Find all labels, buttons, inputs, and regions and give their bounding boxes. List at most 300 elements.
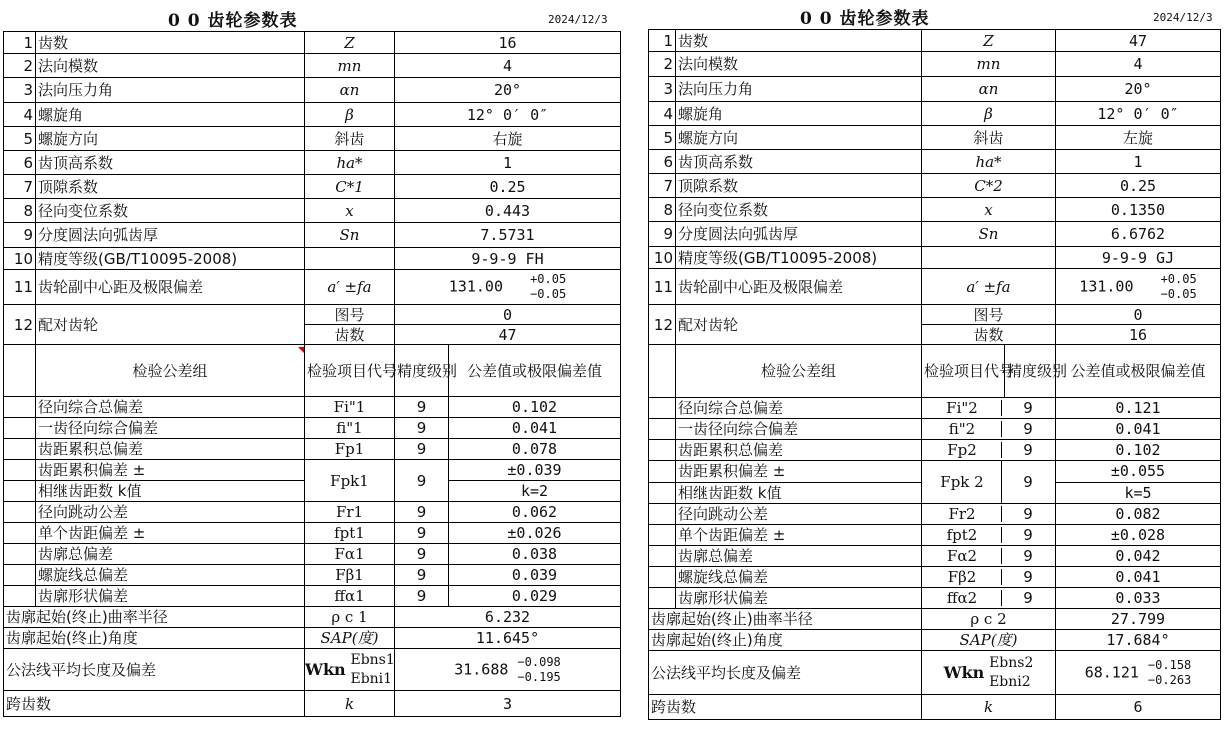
tolerance-row: [4, 523, 621, 544]
gear-sheet-left: [3, 0, 620, 717]
blank-cell: [649, 588, 676, 609]
param-value: 16: [395, 32, 621, 54]
blank-cell: [4, 565, 36, 586]
tolerance-row: [4, 565, 621, 586]
header-code: 检验项目代号: [305, 345, 395, 397]
sheet-header: [3, 0, 620, 31]
param-symbol: ha*: [305, 151, 395, 175]
item-value: ±0.028: [1056, 525, 1221, 546]
item-value: k=2: [449, 481, 621, 502]
item-code-cell: [922, 567, 1056, 588]
teeth-value: 16: [1056, 325, 1221, 345]
item-name: 齿廓起始(终止)曲率半径: [4, 607, 305, 628]
row-number: 4: [649, 102, 676, 126]
item-code: Fr1: [305, 502, 395, 523]
item-value: 0.041: [1056, 567, 1221, 588]
param-symbol: αn: [922, 77, 1056, 102]
row-number: 2: [4, 54, 36, 78]
item-code-cell: [922, 546, 1056, 567]
header-grade: 精度级别: [1007, 362, 1068, 380]
item-grade: 9: [395, 565, 449, 586]
blank-cell: [649, 461, 676, 483]
lower-deviation: −0.05: [1160, 286, 1197, 301]
param-row: [4, 127, 621, 151]
blank-cell: [4, 502, 36, 523]
drawing-number-label: 图号: [305, 305, 395, 325]
param-name: 齿轮副中心距及极限偏差: [676, 269, 922, 305]
item-value: 0.029: [449, 586, 621, 607]
item-code: SAP(度): [922, 630, 1056, 651]
item-grade: 9: [1023, 568, 1033, 586]
item-value: [395, 649, 621, 691]
item-name: 跨齿数: [4, 691, 305, 717]
tolerance-box: [517, 655, 560, 685]
base-tangent-row: [649, 651, 1221, 695]
item-grade: 9: [1023, 441, 1033, 459]
blank-cell: [4, 523, 36, 544]
param-row: [649, 174, 1221, 198]
tolerance-row: [649, 461, 1221, 483]
item-code: fpt1: [305, 523, 395, 544]
upper-deviation: −0.098: [517, 654, 561, 669]
tolerance-row: [649, 525, 1221, 546]
item-code-cell: [922, 419, 1056, 440]
param-symbol: [922, 247, 1056, 269]
span-row: [4, 691, 621, 717]
item-grade: 9: [395, 544, 449, 565]
item-code: ρ c 2: [922, 609, 1056, 630]
item-value: ±0.039: [449, 460, 621, 481]
param-symbol: C*2: [922, 174, 1056, 198]
item-name: 径向综合总偏差: [676, 398, 922, 419]
item-code: Fα1: [305, 544, 395, 565]
param-row: [4, 54, 621, 78]
param-name: 螺旋方向: [676, 126, 922, 150]
header-split: [922, 345, 1068, 397]
tolerance-row: [4, 586, 621, 607]
item-code: Fi"1: [305, 397, 395, 418]
item-grade: 9: [1023, 420, 1033, 438]
blank-cell: [649, 440, 676, 461]
param-symbol: Sn: [305, 223, 395, 248]
item-value: 3: [395, 691, 621, 717]
param-name: 法向模数: [676, 52, 922, 77]
item-name: 公法线平均长度及偏差: [4, 649, 305, 691]
param-name: 法向压力角: [676, 77, 922, 102]
item-name: 齿廓形状偏差: [676, 588, 922, 609]
item-value: 27.799: [1056, 609, 1221, 630]
blank-cell: [4, 418, 36, 439]
row-number: 3: [4, 78, 36, 103]
param-row: [4, 103, 621, 127]
item-grade: 9: [1023, 399, 1033, 417]
param-name: 精度等级(GB/T10095-2008): [36, 248, 305, 270]
param-symbol: mn: [305, 54, 395, 78]
item-name: 齿廓起始(终止)角度: [4, 628, 305, 649]
param-name: 分度圆法向弧齿厚: [36, 223, 305, 248]
drawing-number-label: 图号: [922, 305, 1056, 325]
lower-deviation: −0.05: [530, 287, 567, 301]
param-value: 1: [1056, 150, 1221, 174]
center-distance-nominal: 131.00: [448, 277, 503, 296]
item-grade: 9: [1023, 589, 1033, 607]
param-symbol: x: [305, 199, 395, 223]
item-grade: 9: [395, 523, 449, 544]
item-name: 径向跳动公差: [36, 502, 305, 523]
param-row: [4, 223, 621, 248]
item-code: Fr2: [923, 506, 1002, 522]
wkn-nominal: 31.688: [454, 660, 509, 678]
sheet-date: 2024/12/3: [548, 13, 608, 26]
param-row: [649, 247, 1221, 269]
item-code: Fα2: [923, 548, 1002, 564]
param-row: [4, 32, 621, 54]
item-code: ffα2: [923, 590, 1002, 606]
param-name: 径向变位系数: [676, 198, 922, 222]
param-row: [649, 77, 1221, 102]
item-code: k: [305, 691, 395, 717]
param-name: 齿数: [36, 32, 305, 54]
row-number: 5: [4, 127, 36, 151]
row-number: 5: [649, 126, 676, 150]
tolerance-box: [530, 272, 566, 302]
ebns-label: Ebns1: [350, 651, 395, 668]
item-value: 0.082: [1056, 504, 1221, 525]
param-name: 顶隙系数: [676, 174, 922, 198]
item-name: 跨齿数: [649, 695, 922, 720]
header-code: 检验项目代号: [922, 345, 1005, 397]
item-code-cell: [922, 440, 1056, 461]
blank-cell: [649, 398, 676, 419]
param-symbol: x: [922, 198, 1056, 222]
row-number: 8: [4, 199, 36, 223]
row-number: 1: [649, 30, 676, 52]
item-name: 齿廓总偏差: [36, 544, 305, 565]
tolerance-row: [649, 567, 1221, 588]
param-name: 齿数: [676, 30, 922, 52]
header-group: 检验公差组: [36, 345, 305, 397]
item-value: 6: [1056, 695, 1221, 720]
param-value: 右旋: [395, 127, 621, 151]
item-value: [1056, 651, 1221, 695]
item-name: 齿距累积总偏差: [676, 440, 922, 461]
param-row: [4, 78, 621, 103]
base-tangent-row: [4, 649, 621, 691]
center-distance-row: [649, 269, 1221, 305]
param-row: [649, 102, 1221, 126]
param-value: 9-9-9 GJ: [1056, 247, 1221, 269]
wkn-nominal: 68.121: [1084, 663, 1139, 681]
param-value: 0.1350: [1056, 198, 1221, 222]
blank-cell: [4, 586, 36, 607]
blank-cell: [4, 397, 36, 418]
lower-deviation: −0.195: [517, 669, 561, 684]
item-grade: 9: [395, 397, 449, 418]
tolerance-row: [649, 398, 1221, 419]
item-name: 齿廓形状偏差: [36, 586, 305, 607]
center-distance-value: [395, 270, 621, 305]
item-grade: 9: [395, 418, 449, 439]
item-grade: 9: [1023, 473, 1033, 491]
item-value: 0.033: [1056, 588, 1221, 609]
upper-deviation: −0.158: [1147, 657, 1192, 672]
tolerance-row: [4, 502, 621, 523]
item-code: Fpk 2: [923, 461, 1002, 503]
item-code: Fpk1: [305, 460, 395, 502]
item-code: Fp2: [923, 442, 1002, 458]
param-row: [649, 198, 1221, 222]
tolerance-row: [4, 397, 621, 418]
header-value: 公差值或极限偏差值: [1056, 345, 1221, 398]
item-code: Fi"2: [923, 400, 1002, 416]
param-symbol: mn: [922, 52, 1056, 77]
blank-cell: [649, 525, 676, 546]
comment-marker-icon: [298, 347, 304, 353]
param-row: [649, 30, 1221, 52]
sheet-title: 0 0 齿轮参数表: [168, 11, 298, 31]
item-name: 公法线平均长度及偏差: [649, 651, 922, 695]
item-code-cell: [922, 461, 1056, 504]
item-value: 0.039: [449, 565, 621, 586]
param-value: 20°: [1056, 77, 1221, 102]
param-symbol: ha*: [922, 150, 1056, 174]
curvature-row: [4, 607, 621, 628]
param-name: 顶隙系数: [36, 175, 305, 199]
item-code-cell: [922, 525, 1056, 546]
param-row: [649, 150, 1221, 174]
param-value: 20°: [395, 78, 621, 103]
param-name: 螺旋角: [36, 103, 305, 127]
tolerance-row: [649, 419, 1221, 440]
param-name: 螺旋角: [676, 102, 922, 126]
sheet-date: 2024/12/3: [1153, 11, 1213, 24]
angle-row: [4, 628, 621, 649]
ebn-labels: [989, 654, 1033, 692]
param-value: 12° 0′ 0″: [1056, 102, 1221, 126]
item-code-cell: [922, 398, 1056, 419]
item-value: 0.041: [449, 418, 621, 439]
item-code-cell: [922, 504, 1056, 525]
param-row: [649, 222, 1221, 247]
param-value: 0.443: [395, 199, 621, 223]
item-grade: 9: [1023, 505, 1033, 523]
tolerance-header-row: [4, 345, 621, 397]
gear-parameter-table: [3, 31, 621, 717]
item-value: ±0.055: [1056, 461, 1221, 483]
item-code: [922, 651, 1056, 695]
item-name: 单个齿距偏差 ±: [36, 523, 305, 544]
teeth-label: 齿数: [922, 325, 1056, 345]
tolerance-box: [1161, 272, 1197, 302]
param-name: 分度圆法向弧齿厚: [676, 222, 922, 247]
param-row: [4, 248, 621, 270]
param-symbol: a′ ±fa: [922, 269, 1056, 305]
param-symbol: C*1: [305, 175, 395, 199]
header-group: 检验公差组: [676, 345, 922, 398]
param-name: 齿轮副中心距及极限偏差: [36, 270, 305, 305]
item-grade: 9: [1023, 547, 1033, 565]
row-number: 2: [649, 52, 676, 77]
item-value: 0.042: [1056, 546, 1221, 567]
param-value: 左旋: [1056, 126, 1221, 150]
blank-cell: [649, 546, 676, 567]
gear-parameter-table: [648, 29, 1221, 720]
param-symbol: β: [305, 103, 395, 127]
item-code: fpt2: [923, 527, 1002, 543]
row-number: 6: [649, 150, 676, 174]
blank-cell: [4, 481, 36, 502]
curvature-row: [649, 609, 1221, 630]
item-value: 0.121: [1056, 398, 1221, 419]
param-symbol: 斜齿: [305, 127, 395, 151]
item-name: 齿距累积偏差 ±: [676, 461, 922, 483]
param-value: 0.25: [395, 175, 621, 199]
gear-sheet-right: [648, 0, 1220, 720]
tolerance-row: [649, 440, 1221, 461]
param-name: 配对齿轮: [676, 305, 922, 345]
blank-cell: [4, 345, 36, 397]
item-name: 一齿径向综合偏差: [36, 418, 305, 439]
tolerance-row: [4, 460, 621, 481]
wkn-label: Wkn: [305, 659, 346, 679]
item-value: 0.062: [449, 502, 621, 523]
item-grade: 9: [395, 439, 449, 460]
param-name: 螺旋方向: [36, 127, 305, 151]
row-number: 9: [4, 223, 36, 248]
header-split-cell: [922, 345, 1068, 398]
item-grade: 9: [395, 586, 449, 607]
ebns-label: Ebns2: [989, 654, 1034, 671]
param-value: 4: [1056, 52, 1221, 77]
item-name: 径向跳动公差: [676, 504, 922, 525]
item-name: 齿距累积偏差 ±: [36, 460, 305, 481]
item-name: 齿廓起始(终止)曲率半径: [649, 609, 922, 630]
param-value: 9-9-9 FH: [395, 248, 621, 270]
row-number: 7: [649, 174, 676, 198]
item-code: [305, 649, 395, 691]
drawing-number-value: 0: [1056, 305, 1221, 325]
row-number: 10: [4, 248, 36, 270]
tolerance-header-row: [649, 345, 1221, 398]
lower-deviation: −0.263: [1147, 672, 1192, 687]
param-row: [4, 199, 621, 223]
angle-row: [649, 630, 1221, 651]
header-grade: 精度级别: [395, 345, 449, 397]
param-value: 7.5731: [395, 223, 621, 248]
row-number: 10: [649, 247, 676, 269]
param-row: [649, 126, 1221, 150]
item-name: 螺旋线总偏差: [676, 567, 922, 588]
item-code: Fβ2: [923, 569, 1002, 585]
param-symbol: Z: [922, 30, 1056, 52]
param-name: 法向压力角: [36, 78, 305, 103]
param-symbol: Sn: [922, 222, 1056, 247]
teeth-label: 齿数: [305, 325, 395, 345]
param-value: 0.25: [1056, 174, 1221, 198]
blank-cell: [649, 345, 676, 398]
header-value: 公差值或极限偏差值: [449, 345, 621, 397]
blank-cell: [4, 439, 36, 460]
item-code: ffα1: [305, 586, 395, 607]
blank-cell: [4, 460, 36, 481]
item-name: 齿廓起始(终止)角度: [649, 630, 922, 651]
param-symbol: 斜齿: [922, 126, 1056, 150]
item-name: 齿距累积总偏差: [36, 439, 305, 460]
wkn-label: Wkn: [943, 662, 985, 682]
item-name: 相继齿距数 k值: [36, 481, 305, 502]
item-code: fi"1: [305, 418, 395, 439]
param-row: [4, 151, 621, 175]
blank-cell: [4, 544, 36, 565]
row-number: 3: [649, 77, 676, 102]
blank-cell: [649, 419, 676, 440]
upper-deviation: +0.05: [1160, 271, 1197, 286]
item-code: Fp1: [305, 439, 395, 460]
param-name: 齿顶高系数: [676, 150, 922, 174]
span-row: [649, 695, 1221, 720]
center-distance-value: [1056, 269, 1221, 305]
item-value: 6.232: [395, 607, 621, 628]
blank-cell: [649, 482, 676, 504]
ebni-label: Ebni1: [350, 670, 393, 687]
row-number: 11: [649, 269, 676, 305]
param-row: [649, 52, 1221, 77]
param-symbol: αn: [305, 78, 395, 103]
row-number: 6: [4, 151, 36, 175]
param-symbol: β: [922, 102, 1056, 126]
row-number: 12: [4, 305, 36, 345]
item-code: SAP(度): [305, 628, 395, 649]
row-number: 4: [4, 103, 36, 127]
param-value: 4: [395, 54, 621, 78]
param-symbol: [305, 248, 395, 270]
row-number: 8: [649, 198, 676, 222]
param-row: [4, 175, 621, 199]
param-name: 法向模数: [36, 54, 305, 78]
param-name: 齿顶高系数: [36, 151, 305, 175]
row-number: 7: [4, 175, 36, 199]
row-number: 12: [649, 305, 676, 345]
item-value: 11.645°: [395, 628, 621, 649]
param-symbol: a′ ±fa: [305, 270, 395, 305]
item-grade: 9: [395, 460, 449, 502]
item-value: ±0.026: [449, 523, 621, 544]
tolerance-box: [1148, 658, 1191, 688]
item-code-cell: [922, 588, 1056, 609]
item-name: 一齿径向综合偏差: [676, 419, 922, 440]
upper-deviation: +0.05: [530, 272, 567, 286]
blank-cell: [649, 567, 676, 588]
mating-gear-row: [4, 305, 621, 325]
param-name: 精度等级(GB/T10095-2008): [676, 247, 922, 269]
tolerance-row: [4, 418, 621, 439]
center-distance-row: [4, 270, 621, 305]
ebn-labels: [350, 651, 394, 689]
item-grade: 9: [1023, 526, 1033, 544]
item-value: k=5: [1056, 482, 1221, 504]
tolerance-row: [4, 544, 621, 565]
row-number: 1: [4, 32, 36, 54]
center-distance-nominal: 131.00: [1079, 277, 1134, 295]
tolerance-row: [4, 439, 621, 460]
item-value: 0.102: [1056, 440, 1221, 461]
item-value: 0.102: [449, 397, 621, 418]
item-name: 径向综合总偏差: [36, 397, 305, 418]
item-value: 0.078: [449, 439, 621, 460]
row-number: 11: [4, 270, 36, 305]
mating-gear-row: [649, 305, 1221, 325]
item-code: k: [922, 695, 1056, 720]
